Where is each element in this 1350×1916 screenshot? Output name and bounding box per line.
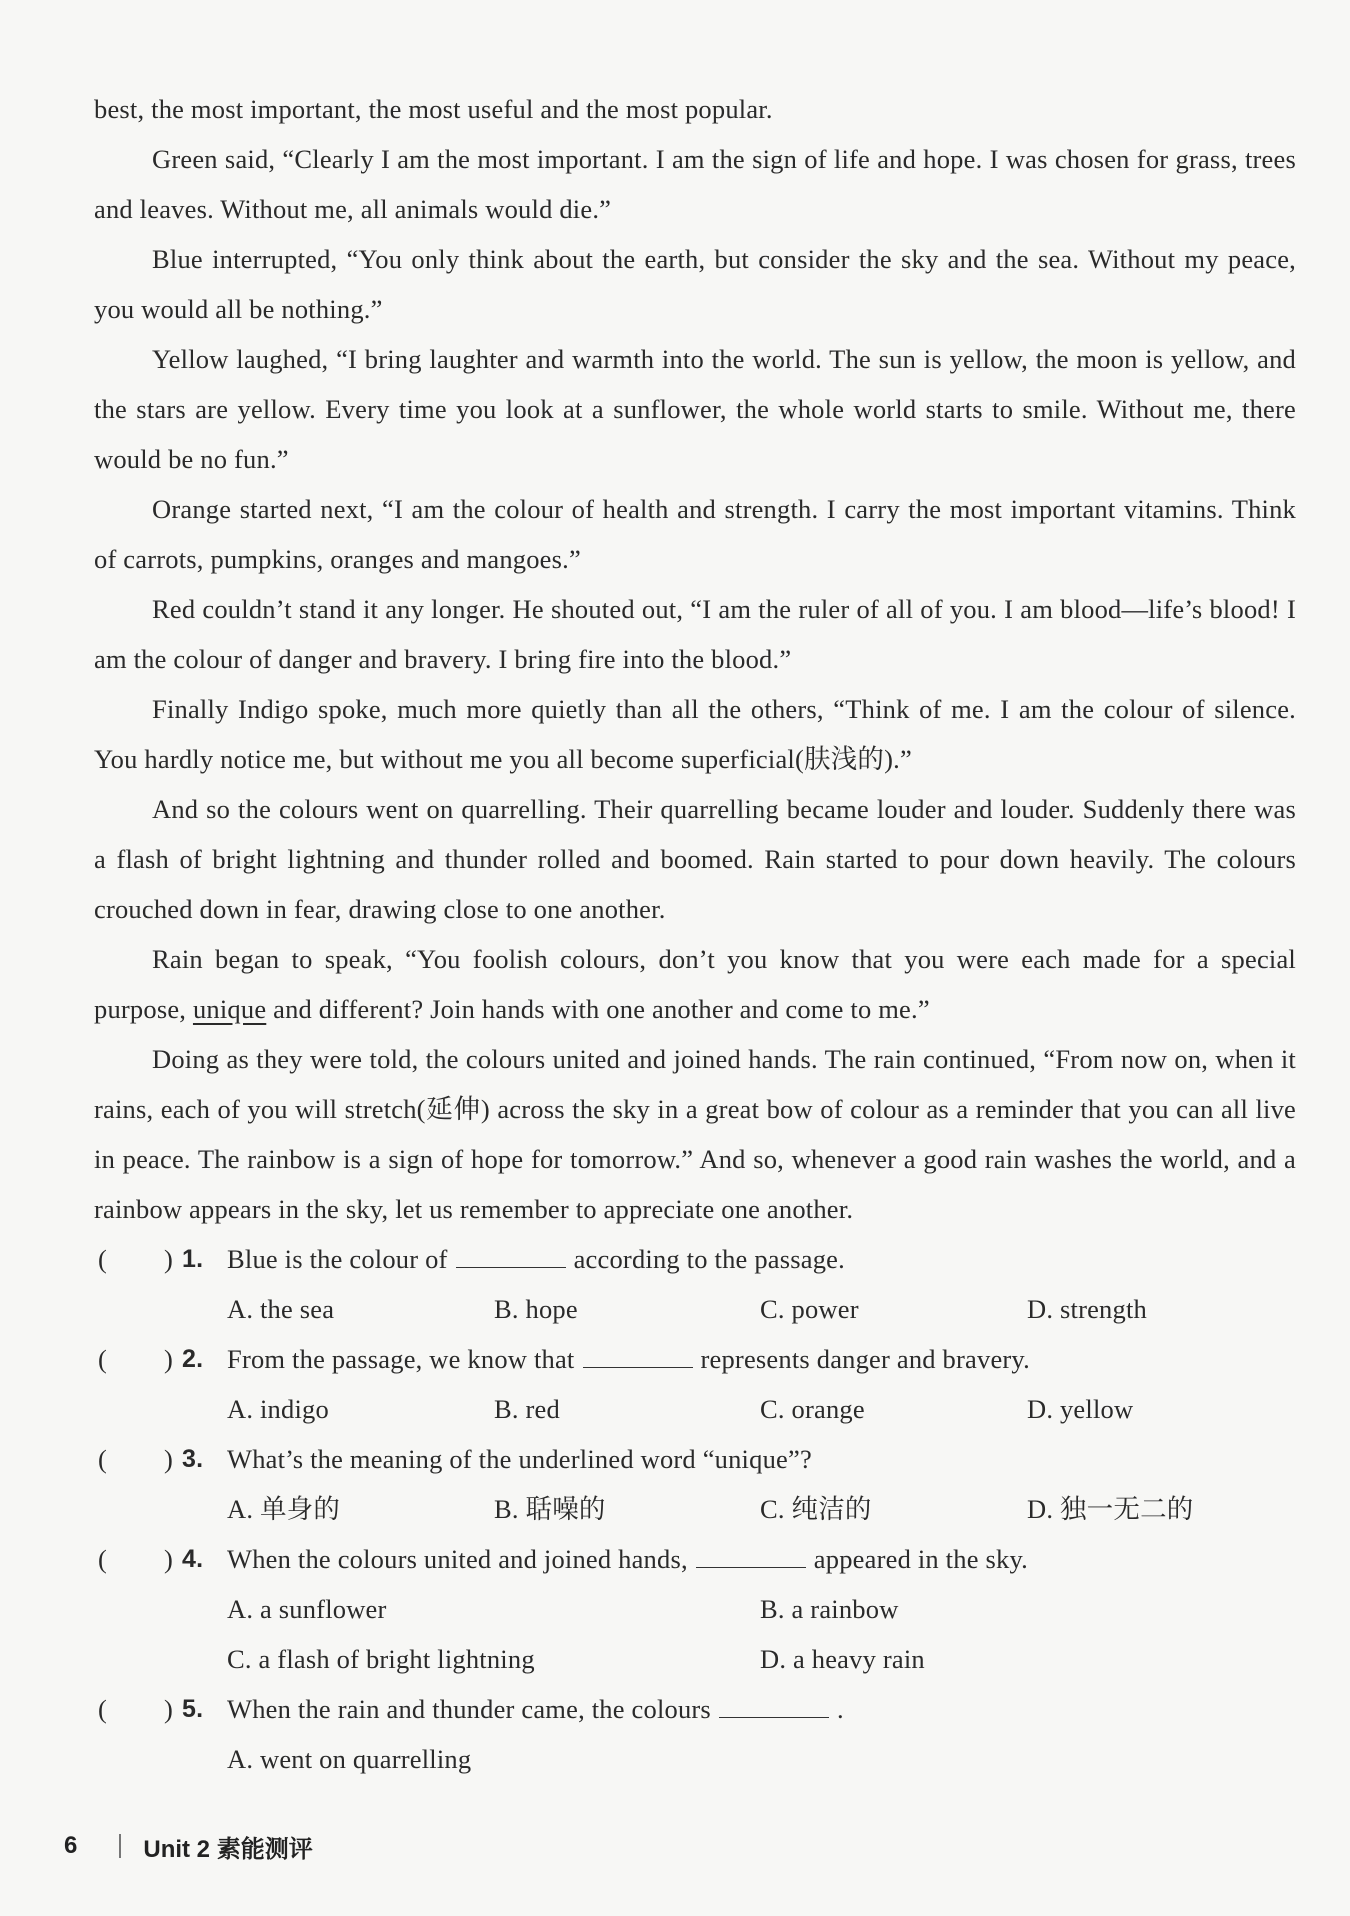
answer-blank[interactable] <box>696 1539 806 1568</box>
question-2 <box>94 1334 1296 1384</box>
question-4 <box>94 1534 1296 1584</box>
underlined-word: unique <box>192 994 267 1024</box>
option-d[interactable]: D. strength <box>1027 1294 1147 1324</box>
paragraph: Doing as they were told, the colours united and joined hands. The rain continued, “From now on, when it rains, each of you will stretch(延伸) across the sky in a great bow of colour as a reminder that you can all live in peace. The rainbow is a sign of hope for tomorrow.” And so, whenever a good rain washes the world, and a rainbow appears in the sky, let us remember to appreciate one another. <box>94 1044 1296 1224</box>
option-d[interactable]: D. a heavy rain <box>760 1644 925 1674</box>
stem-text: according to the passage. <box>573 1244 845 1274</box>
footer-divider <box>119 1834 121 1858</box>
answer-paren-left[interactable]: ( <box>98 1444 108 1474</box>
option-d[interactable]: D. 独一无二的 <box>1027 1494 1194 1524</box>
question-number: 1. <box>182 1245 204 1273</box>
options-4-row-1 <box>94 1584 1296 1634</box>
stem-text: . <box>836 1694 844 1724</box>
stem-text: Blue is the colour of <box>227 1244 448 1274</box>
answer-blank[interactable] <box>583 1339 693 1368</box>
question-1 <box>94 1234 1296 1284</box>
answer-paren-left[interactable]: ( <box>98 1544 108 1574</box>
question-5 <box>94 1684 1296 1734</box>
option-a[interactable]: A. went on quarrelling <box>227 1744 472 1774</box>
answer-paren-right: ) <box>164 1544 174 1574</box>
options-4-row-2 <box>94 1634 1296 1684</box>
paragraph: Green said, “Clearly I am the most important. I am the sign of life and hope. I was chosen for grass, trees and leaves. Without me, all animals would die.” <box>94 144 1296 224</box>
option-a[interactable]: A. a sunflower <box>227 1594 387 1624</box>
answer-blank[interactable] <box>456 1239 566 1268</box>
answer-paren-left[interactable]: ( <box>98 1244 108 1274</box>
paragraph: Orange started next, “I am the colour of health and strength. I carry the most important vitamins. Think of carrots, pumpkins, oranges and mangoes.” <box>94 494 1296 574</box>
answer-paren-right: ) <box>164 1244 174 1274</box>
paragraph: Yellow laughed, “I bring laughter and warmth into the world. The sun is yellow, the moon is yellow, and the stars are yellow. Every time you look at a sunflower, the whole world starts to smile. Without me, there would be no fun.” <box>94 344 1296 474</box>
question-stem <box>227 1234 845 1284</box>
option-a[interactable]: A. 单身的 <box>227 1494 341 1524</box>
answer-paren-left[interactable]: ( <box>98 1344 108 1374</box>
options-5 <box>94 1734 1296 1784</box>
page-number: 6 <box>64 1832 78 1859</box>
option-c[interactable]: C. a flash of bright lightning <box>227 1644 535 1674</box>
paragraph-text: Rain began to speak, “You foolish colours, don’t you know that you were each made for a special purpose, <box>94 944 1296 1024</box>
answer-paren-right: ) <box>164 1444 174 1474</box>
stem-text: appeared in the sky. <box>813 1544 1028 1574</box>
stem-text: When the rain and thunder came, the colours <box>227 1694 711 1724</box>
question-number: 4. <box>182 1545 204 1573</box>
option-b[interactable]: B. red <box>494 1394 560 1424</box>
option-c[interactable]: C. 纯洁的 <box>760 1494 872 1524</box>
stem-text: From the passage, we know that <box>227 1344 575 1374</box>
question-stem <box>227 1684 844 1734</box>
question-number: 3. <box>182 1445 204 1473</box>
option-b[interactable]: B. hope <box>494 1294 578 1324</box>
option-a[interactable]: A. indigo <box>227 1394 329 1424</box>
option-c[interactable]: C. orange <box>760 1394 865 1424</box>
answer-paren-left[interactable]: ( <box>98 1694 108 1724</box>
page-footer <box>64 1826 313 1866</box>
option-b[interactable]: B. 聒噪的 <box>494 1494 606 1524</box>
paragraph-text: and different? Join hands with one another and come to me.” <box>266 994 930 1024</box>
paragraph: Red couldn’t stand it any longer. He shouted out, “I am the ruler of all of you. I am blood—life’s blood! I am the colour of danger and bravery. I bring fire into the blood.” <box>94 594 1296 674</box>
paragraph <box>94 934 1296 1034</box>
paragraph: Finally Indigo spoke, much more quietly than all the others, “Think of me. I am the colour of silence. You hardly notice me, but without me you all become superficial(肤浅的).” <box>94 694 1296 774</box>
paragraph: best, the most important, the most useful and the most popular. <box>94 94 773 124</box>
paragraph: And so the colours went on quarrelling. Their quarrelling became louder and louder. Suddenly there was a flash of bright lightning and thunder rolled and boomed. Rain started to pour down heavily. The colours crouched down in fear, drawing close to one another. <box>94 794 1296 924</box>
question-3 <box>94 1434 1296 1484</box>
question-number: 2. <box>182 1345 204 1373</box>
question-stem: What’s the meaning of the underlined word “unique”? <box>227 1444 812 1474</box>
option-c[interactable]: C. power <box>760 1294 859 1324</box>
stem-text: When the colours united and joined hands, <box>227 1544 688 1574</box>
stem-text: represents danger and bravery. <box>700 1344 1030 1374</box>
unit-title: Unit 2 素能测评 <box>143 1835 313 1863</box>
options-3 <box>94 1484 1296 1534</box>
reading-passage <box>94 84 1296 1784</box>
options-2 <box>94 1384 1296 1434</box>
option-d[interactable]: D. yellow <box>1027 1394 1134 1424</box>
answer-paren-right: ) <box>164 1344 174 1374</box>
question-stem <box>227 1534 1028 1584</box>
option-b[interactable]: B. a rainbow <box>760 1594 899 1624</box>
answer-paren-right: ) <box>164 1694 174 1724</box>
question-number: 5. <box>182 1695 204 1723</box>
answer-blank[interactable] <box>719 1689 829 1718</box>
question-stem <box>227 1334 1030 1384</box>
option-a[interactable]: A. the sea <box>227 1294 335 1324</box>
paragraph: Blue interrupted, “You only think about the earth, but consider the sky and the sea. Without my peace, you would all be nothing.” <box>94 244 1296 324</box>
options-1 <box>94 1284 1296 1334</box>
